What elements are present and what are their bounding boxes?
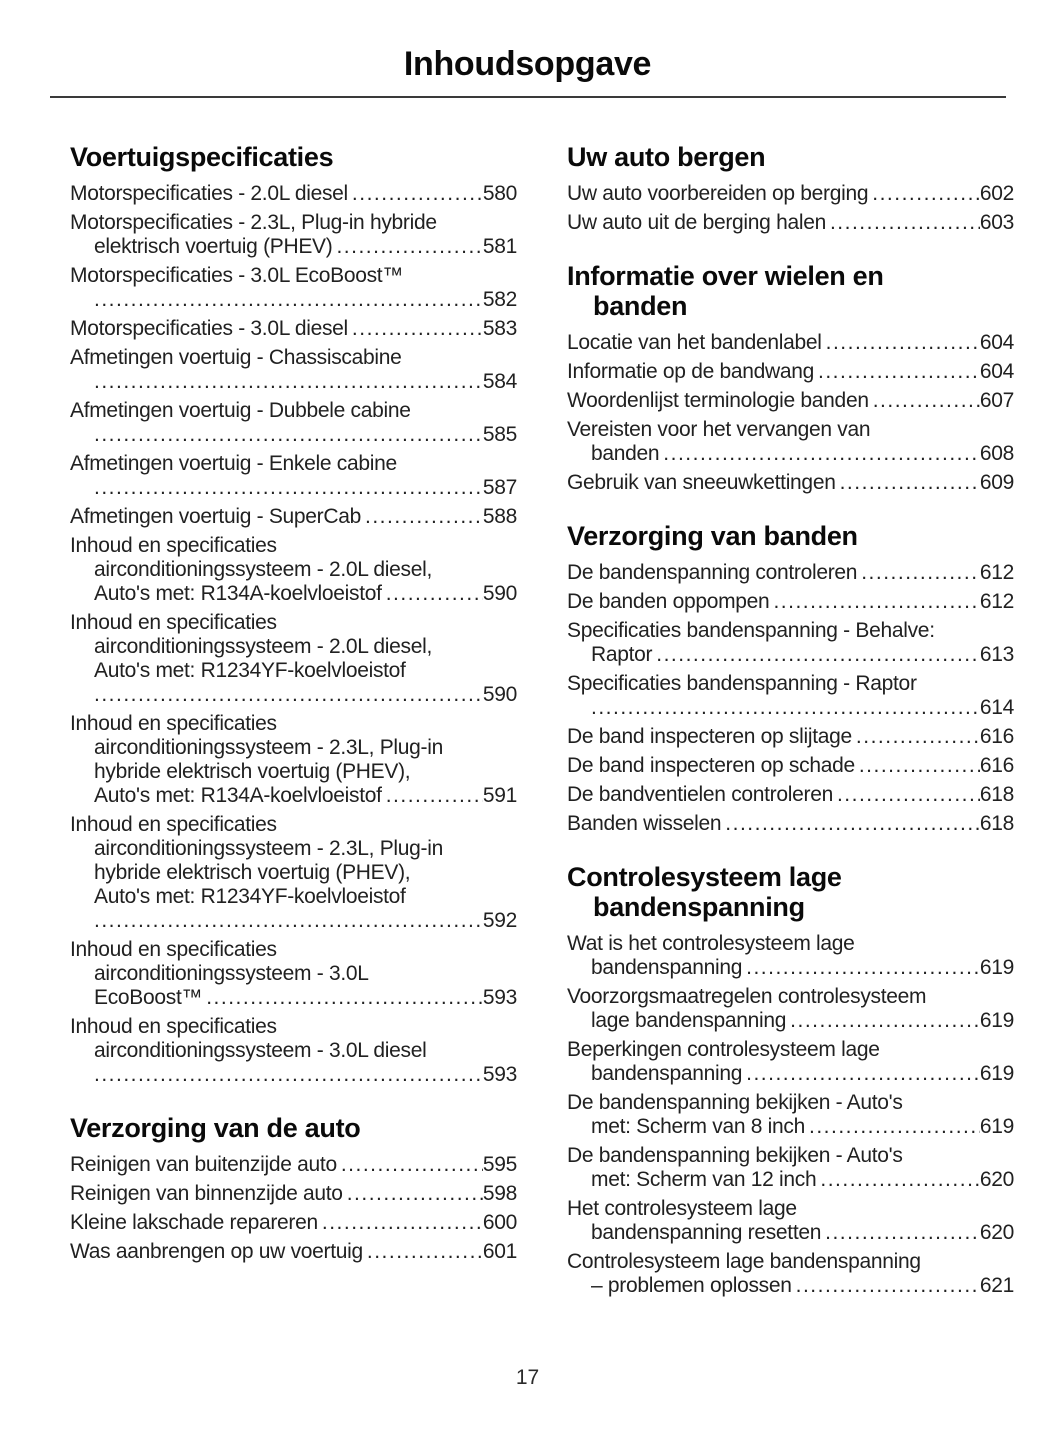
- entry-line: [567, 812, 1014, 836]
- entry-page-number: 620: [979, 1168, 1014, 1191]
- toc-section: [567, 862, 1014, 1298]
- entry-page-number: 619: [979, 1115, 1014, 1138]
- entry-line: [567, 956, 1014, 980]
- entry-text: met: Scherm van 12 inch: [591, 1168, 817, 1191]
- toc-section: [567, 521, 1014, 836]
- section-heading-line: Voertuigspecificaties: [70, 142, 334, 172]
- toc-entry: [70, 1240, 517, 1264]
- toc-entry: [567, 389, 1014, 413]
- entry-line: Afmetingen voertuig - Dubbele cabine: [70, 399, 411, 422]
- toc-entry: [567, 754, 1014, 778]
- entry-text: – problemen oplossen: [591, 1274, 792, 1297]
- entry-page-number: 584: [482, 370, 517, 393]
- entry-line: [567, 442, 1014, 466]
- toc-entry: [567, 471, 1014, 495]
- entry-line: Vereisten voor het vervangen van: [567, 418, 871, 441]
- entry-line: [567, 360, 1014, 384]
- entry-line: [70, 317, 517, 341]
- toc-entry: [567, 418, 1014, 466]
- entry-page-number: 588: [482, 505, 517, 528]
- entry-line: airconditioningssysteem - 2.0L diesel,: [94, 558, 433, 581]
- toc-entry: [70, 399, 517, 447]
- dot-leader: [94, 370, 483, 394]
- toc-entry: [567, 360, 1014, 384]
- footer-page-number: 17: [515, 1366, 540, 1389]
- entry-page-number: 603: [979, 211, 1014, 234]
- entry-page-number: 609: [979, 471, 1014, 494]
- dot-leader: [830, 211, 980, 235]
- dot-leader: [746, 1062, 980, 1086]
- toc-entry: [567, 932, 1014, 980]
- entry-line: [70, 1211, 517, 1235]
- entry-line: hybride elektrisch voertuig (PHEV),: [94, 760, 411, 783]
- toc-entry: [70, 813, 517, 933]
- entry-page-number: 614: [979, 696, 1014, 719]
- entry-line: airconditioningssysteem - 2.3L, Plug-in: [94, 736, 443, 759]
- entry-line: [70, 683, 517, 707]
- dot-leader: [322, 1211, 483, 1235]
- entry-line: [70, 505, 517, 529]
- entry-line: [567, 783, 1014, 807]
- dot-leader: [796, 1274, 980, 1298]
- entry-page-number: 582: [482, 288, 517, 311]
- entry-line: Inhoud en specificaties: [70, 938, 277, 961]
- section-heading-line: Informatie over wielen en: [567, 261, 884, 291]
- entry-line: De bandenspanning bekijken - Auto's: [567, 1091, 903, 1114]
- entry-line: [567, 211, 1014, 235]
- entry-line: [567, 696, 1014, 720]
- page-title: Inhoudsopgave: [403, 45, 652, 83]
- entry-page-number: 604: [979, 331, 1014, 354]
- dot-leader: [94, 423, 483, 447]
- dot-leader: [773, 590, 979, 614]
- entry-page-number: 587: [482, 476, 517, 499]
- entry-line: [567, 1168, 1014, 1192]
- toc-section: [567, 142, 1014, 235]
- dot-leader: [809, 1115, 980, 1139]
- entry-text: Uw auto uit de berging halen: [567, 211, 826, 234]
- entry-text: Raptor: [591, 643, 653, 666]
- entry-page-number: 592: [482, 909, 517, 932]
- section-heading: [70, 142, 517, 172]
- dot-leader: [837, 783, 980, 807]
- dot-leader: [872, 182, 980, 206]
- entry-page-number: 580: [482, 182, 517, 205]
- entry-line: [70, 235, 517, 259]
- dot-leader: [347, 1182, 483, 1206]
- toc-entry: [567, 725, 1014, 749]
- entry-page-number: 590: [482, 582, 517, 605]
- toc-entry: [567, 182, 1014, 206]
- toc-entry: [70, 505, 517, 529]
- entry-line: [70, 1153, 517, 1177]
- dot-leader: [352, 317, 483, 341]
- section-heading-line: Uw auto bergen: [567, 142, 766, 172]
- entry-line: [70, 784, 517, 808]
- dot-leader: [725, 812, 980, 836]
- toc-entry: [70, 452, 517, 500]
- entry-page-number: 618: [979, 812, 1014, 835]
- entry-text: Reinigen van buitenzijde auto: [70, 1153, 337, 1176]
- toc-entry: [567, 1197, 1014, 1245]
- toc-section: [567, 261, 1014, 495]
- entry-line: Specificaties bandenspanning - Raptor: [567, 672, 917, 695]
- dot-leader: [94, 476, 483, 500]
- toc-entry: [70, 611, 517, 707]
- entry-line: Auto's met: R1234YF-koelvloeistof: [94, 659, 406, 682]
- entry-line: [567, 1115, 1014, 1139]
- entry-line: [70, 182, 517, 206]
- dot-leader: [859, 754, 980, 778]
- entry-page-number: 621: [979, 1274, 1014, 1297]
- dot-leader: [790, 1009, 980, 1033]
- dot-leader: [820, 1168, 979, 1192]
- dot-leader: [591, 696, 980, 720]
- dot-leader: [861, 561, 980, 585]
- entry-line: Beperkingen controlesysteem lage: [567, 1038, 880, 1061]
- toc-entry: [567, 590, 1014, 614]
- dot-leader: [94, 1063, 483, 1087]
- entry-page-number: 612: [979, 590, 1014, 613]
- dot-leader: [663, 442, 980, 466]
- entry-page-number: 619: [979, 1009, 1014, 1032]
- dot-leader: [818, 360, 980, 384]
- toc-entry: [70, 264, 517, 312]
- dot-leader: [352, 182, 483, 206]
- dot-leader: [826, 331, 980, 355]
- toc-entry: [70, 534, 517, 606]
- section-heading: [567, 521, 1014, 551]
- entry-page-number: 620: [979, 1221, 1014, 1244]
- dot-leader: [367, 1240, 483, 1264]
- toc-section: [70, 1113, 517, 1264]
- toc-entry: [70, 1015, 517, 1087]
- entry-line: Specificaties bandenspanning - Behalve:: [567, 619, 935, 642]
- entry-page-number: 593: [482, 1063, 517, 1086]
- entry-text: Kleine lakschade repareren: [70, 1211, 318, 1234]
- entry-text: Auto's met: R134A-koelvloeistof: [94, 582, 382, 605]
- toc-entry: [567, 985, 1014, 1033]
- section-heading-line: banden: [593, 291, 688, 321]
- entry-line: [567, 1009, 1014, 1033]
- section-heading-line: Verzorging van de auto: [70, 1113, 361, 1143]
- entry-line: Motorspecificaties - 3.0L EcoBoost™: [70, 264, 404, 287]
- toc-entry: [567, 1091, 1014, 1139]
- entry-text: Motorspecificaties - 2.0L diesel: [70, 182, 348, 205]
- entry-line: [70, 986, 517, 1010]
- entry-line: Inhoud en specificaties: [70, 534, 277, 557]
- entry-page-number: 616: [979, 754, 1014, 777]
- toc-entry: [567, 783, 1014, 807]
- section-heading: [567, 862, 1014, 922]
- entry-page-number: 601: [482, 1240, 517, 1263]
- dot-leader: [206, 986, 483, 1010]
- dot-leader: [825, 1221, 980, 1245]
- toc-entry: [567, 619, 1014, 667]
- entry-line: Wat is het controlesysteem lage: [567, 932, 855, 955]
- toc-entry: [70, 211, 517, 259]
- entry-page-number: 604: [979, 360, 1014, 383]
- section-heading: [567, 261, 1014, 321]
- entry-text: bandenspanning: [591, 1062, 743, 1085]
- entry-line: Controlesysteem lage bandenspanning: [567, 1250, 921, 1273]
- entry-line: De bandenspanning bekijken - Auto's: [567, 1144, 903, 1167]
- entry-line: [567, 754, 1014, 778]
- entry-text: EcoBoost™: [94, 986, 203, 1009]
- entry-line: Inhoud en specificaties: [70, 813, 277, 836]
- entry-page-number: 618: [979, 783, 1014, 806]
- entry-page-number: 619: [979, 956, 1014, 979]
- entry-line: [70, 370, 517, 394]
- section-heading: [70, 1113, 517, 1143]
- entry-page-number: 581: [482, 235, 517, 258]
- entry-text: Was aanbrengen op uw voertuig: [70, 1240, 363, 1263]
- entry-line: [70, 288, 517, 312]
- entry-page-number: 591: [482, 784, 517, 807]
- entry-line: [567, 590, 1014, 614]
- toc-entry: [567, 211, 1014, 235]
- entry-line: [567, 389, 1014, 413]
- dot-leader: [746, 956, 980, 980]
- entry-page-number: 590: [482, 683, 517, 706]
- dot-leader: [341, 1153, 483, 1177]
- entry-text: Gebruik van sneeuwkettingen: [567, 471, 836, 494]
- dot-leader: [386, 582, 483, 606]
- entry-text: Auto's met: R134A-koelvloeistof: [94, 784, 382, 807]
- entry-line: Afmetingen voertuig - Chassiscabine: [70, 346, 402, 369]
- entry-line: [567, 643, 1014, 667]
- entry-line: [70, 582, 517, 606]
- toc-entry: [70, 938, 517, 1010]
- entry-text: Informatie op de bandwang: [567, 360, 815, 383]
- entry-line: [567, 561, 1014, 585]
- entry-text: elektrisch voertuig (PHEV): [94, 235, 333, 258]
- toc-entry: [70, 1153, 517, 1177]
- entry-text: De band inspecteren op slijtage: [567, 725, 852, 748]
- section-heading: [567, 142, 1014, 172]
- entry-line: airconditioningssysteem - 3.0L: [94, 962, 369, 985]
- entry-page-number: 593: [482, 986, 517, 1009]
- toc-column: [567, 142, 1014, 1303]
- entry-text: bandenspanning resetten: [591, 1221, 822, 1244]
- entry-text: met: Scherm van 8 inch: [591, 1115, 805, 1138]
- dot-leader: [856, 725, 980, 749]
- toc-columns: [70, 142, 1055, 1303]
- entry-line: Inhoud en specificaties: [70, 611, 277, 634]
- entry-page-number: 585: [482, 423, 517, 446]
- entry-line: airconditioningssysteem - 3.0L diesel: [94, 1039, 427, 1062]
- entry-text: De band inspecteren op schade: [567, 754, 855, 777]
- title-rule: [50, 96, 1006, 98]
- entry-page-number: 595: [482, 1153, 517, 1176]
- entry-page-number: 608: [979, 442, 1014, 465]
- dot-leader: [840, 471, 980, 495]
- entry-line: [70, 476, 517, 500]
- entry-line: [567, 1221, 1014, 1245]
- entry-line: [567, 331, 1014, 355]
- dot-leader: [873, 389, 980, 413]
- entry-text: Motorspecificaties - 3.0L diesel: [70, 317, 348, 340]
- entry-line: Het controlesysteem lage: [567, 1197, 797, 1220]
- section-heading-line: bandenspanning: [593, 892, 805, 922]
- dot-leader: [94, 683, 483, 707]
- entry-line: Inhoud en specificaties: [70, 712, 277, 735]
- entry-line: [70, 1182, 517, 1206]
- entry-line: [70, 423, 517, 447]
- toc-entry: [70, 712, 517, 808]
- entry-line: airconditioningssysteem - 2.0L diesel,: [94, 635, 433, 658]
- entry-line: hybride elektrisch voertuig (PHEV),: [94, 861, 411, 884]
- toc-entry: [70, 1211, 517, 1235]
- entry-line: [567, 725, 1014, 749]
- dot-leader: [365, 505, 483, 529]
- entry-page-number: 612: [979, 561, 1014, 584]
- entry-page-number: 619: [979, 1062, 1014, 1085]
- entry-text: lage bandenspanning: [591, 1009, 787, 1032]
- section-heading-line: Controlesysteem lage: [567, 862, 842, 892]
- entry-text: Locatie van het bandenlabel: [567, 331, 822, 354]
- entry-line: [70, 1240, 517, 1264]
- entry-line: airconditioningssysteem - 2.3L, Plug-in: [94, 837, 443, 860]
- entry-page-number: 613: [979, 643, 1014, 666]
- toc-entry: [70, 182, 517, 206]
- entry-line: Inhoud en specificaties: [70, 1015, 277, 1038]
- entry-page-number: 602: [979, 182, 1014, 205]
- dot-leader: [94, 288, 483, 312]
- entry-line: [567, 182, 1014, 206]
- entry-line: Motorspecificaties - 2.3L, Plug-in hybride: [70, 211, 437, 234]
- dot-leader: [94, 909, 483, 933]
- entry-page-number: 583: [482, 317, 517, 340]
- toc-entry: [567, 561, 1014, 585]
- entry-text: De bandenspanning controleren: [567, 561, 858, 584]
- toc-entry: [70, 1182, 517, 1206]
- entry-line: Afmetingen voertuig - Enkele cabine: [70, 452, 397, 475]
- entry-text: Banden wisselen: [567, 812, 722, 835]
- entry-line: Auto's met: R1234YF-koelvloeistof: [94, 885, 406, 908]
- entry-text: bandenspanning: [591, 956, 743, 979]
- entry-line: [567, 1062, 1014, 1086]
- entry-text: banden: [591, 442, 660, 465]
- entry-page-number: 598: [482, 1182, 517, 1205]
- toc-section: [70, 142, 517, 1087]
- entry-text: De banden oppompen: [567, 590, 770, 613]
- toc-column: [70, 142, 517, 1303]
- entry-text: Woordenlijst terminologie banden: [567, 389, 869, 412]
- entry-page-number: 607: [979, 389, 1014, 412]
- toc-entry: [70, 317, 517, 341]
- dot-leader: [656, 643, 980, 667]
- entry-line: [70, 1063, 517, 1087]
- entry-text: Afmetingen voertuig - SuperCab: [70, 505, 361, 528]
- entry-line: Voorzorgsmaatregelen controlesysteem: [567, 985, 927, 1008]
- entry-line: [567, 1274, 1014, 1298]
- entry-text: De bandventielen controleren: [567, 783, 833, 806]
- entry-line: [70, 909, 517, 933]
- entry-page-number: 616: [979, 725, 1014, 748]
- dot-leader: [336, 235, 482, 259]
- entry-page-number: 600: [482, 1211, 517, 1234]
- toc-entry: [567, 1038, 1014, 1086]
- toc-entry: [567, 1250, 1014, 1298]
- toc-entry: [70, 346, 517, 394]
- entry-line: [567, 471, 1014, 495]
- section-heading-line: Verzorging van banden: [567, 521, 858, 551]
- toc-entry: [567, 331, 1014, 355]
- toc-entry: [567, 1144, 1014, 1192]
- dot-leader: [386, 784, 483, 808]
- toc-entry: [567, 812, 1014, 836]
- entry-text: Reinigen van binnenzijde auto: [70, 1182, 343, 1205]
- toc-entry: [567, 672, 1014, 720]
- entry-text: Uw auto voorbereiden op berging: [567, 182, 869, 205]
